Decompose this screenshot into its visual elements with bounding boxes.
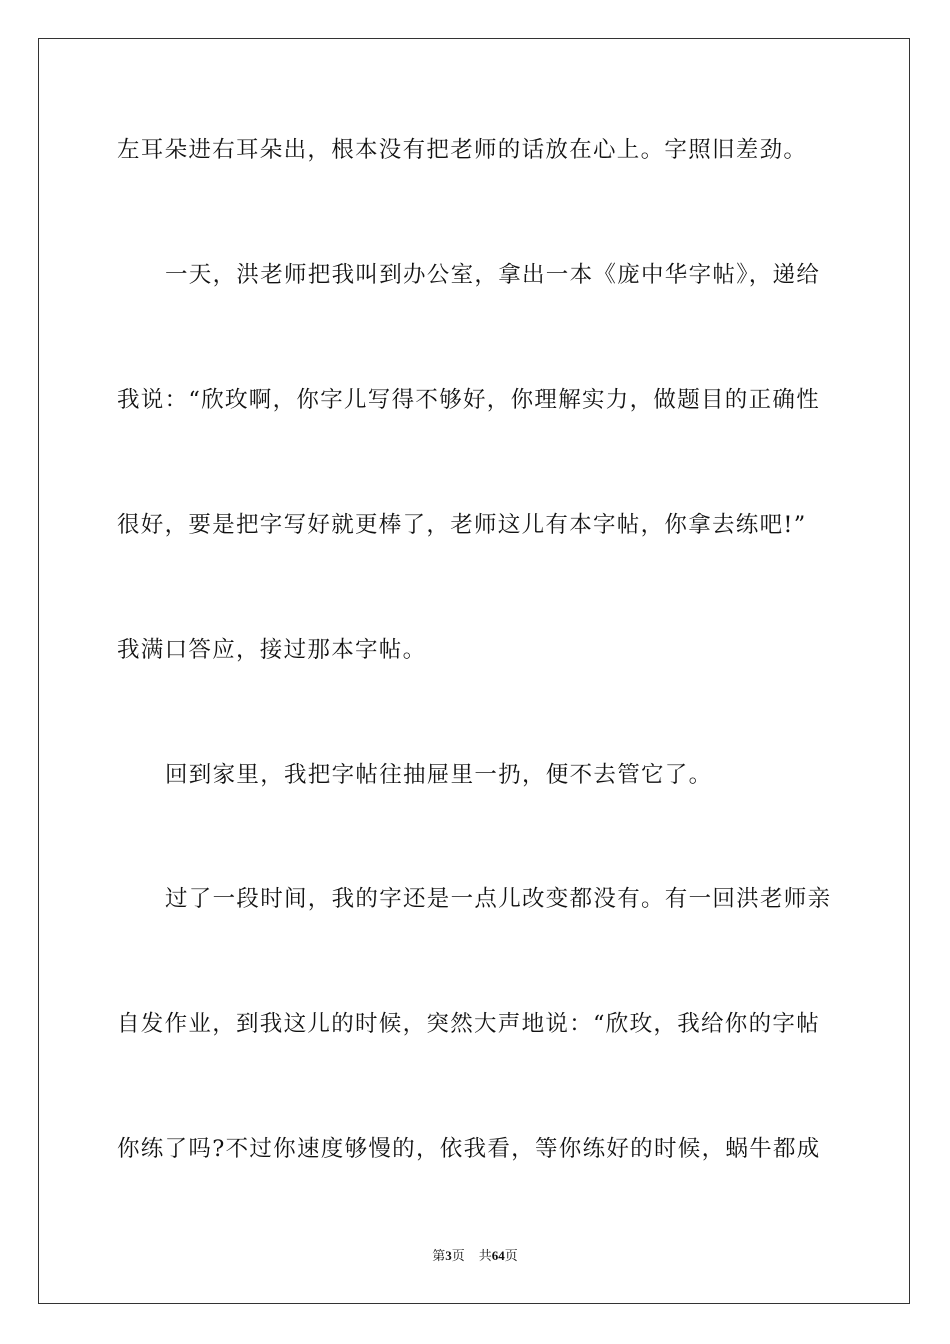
page-suffix: 页 <box>451 1248 465 1263</box>
text-line-3: 我说：“欣玫啊，你字儿写得不够好，你理解实力，做题目的正确性 <box>117 387 821 413</box>
total-suffix: 页 <box>504 1248 518 1263</box>
page-border <box>38 38 910 1304</box>
text-line-4: 很好，要是把字写好就更棒了，老师这儿有本字帖，你拿去练吧!” <box>117 512 807 538</box>
total-pages: 64 <box>491 1248 505 1263</box>
total-prefix: 共 <box>478 1248 492 1263</box>
text-line-6: 回到家里，我把字帖往抽屉里一扔，便不去管它了。 <box>165 762 713 788</box>
text-line-2: 一天，洪老师把我叫到办公室，拿出一本《庞中华字帖》，递给 <box>165 262 821 288</box>
text-line-1: 左耳朵进右耳朵出，根本没有把老师的话放在心上。字照旧差劲。 <box>117 137 808 163</box>
text-line-7: 过了一段时间，我的字还是一点儿改变都没有。有一回洪老师亲 <box>165 886 832 912</box>
text-line-8: 自发作业，到我这儿的时候，突然大声地说：“欣玫，我给你的字帖 <box>117 1011 821 1037</box>
text-line-9: 你练了吗?不过你速度够慢的，依我看，等你练好的时候，蜗牛都成 <box>117 1136 821 1162</box>
page-number: 3 <box>445 1248 452 1263</box>
page-prefix: 第 <box>432 1248 446 1263</box>
text-line-5: 我满口答应，接过那本字帖。 <box>117 637 427 663</box>
page-footer <box>0 1247 950 1265</box>
